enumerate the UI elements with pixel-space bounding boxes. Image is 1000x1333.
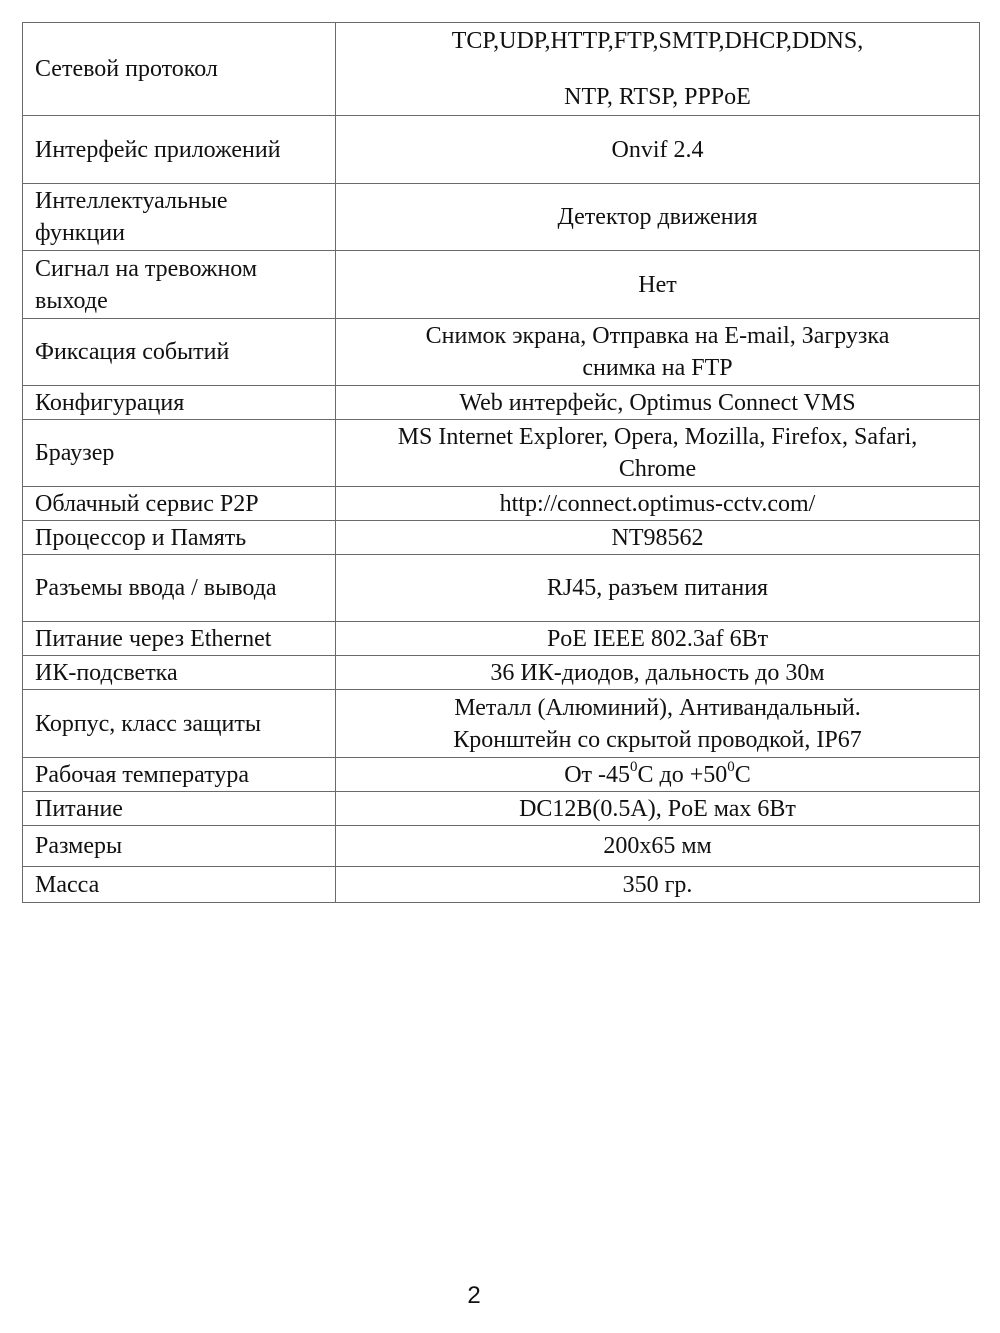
row-value: 200x65 мм [336,826,980,867]
table-row [23,826,980,867]
table-row [23,622,980,656]
row-label: Интерфейс приложений [23,116,336,184]
row-label: Интеллектуальные функции [23,184,336,251]
row-label: Сетевой протокол [23,23,336,116]
row-label: ИК-подсветка [23,656,336,690]
table-row [23,521,980,555]
table-row [23,792,980,826]
table-row [23,23,980,116]
row-label: Масса [23,867,336,903]
value-part: С [734,761,751,788]
row-label: Процессор и Память [23,521,336,555]
row-value: PoE IEEE 802.3af 6Вт [336,622,980,656]
table-row [23,656,980,690]
row-value: Нет [336,251,980,319]
table-row [23,555,980,622]
row-value [336,319,980,386]
superscript-degree: 0 [630,758,638,775]
row-value [336,690,980,758]
row-label: Разъемы ввода / вывода [23,555,336,622]
row-value: DC12B(0.5A), PoE мах 6Вт [336,792,980,826]
row-label: Сигнал на тревожном выходе [23,251,336,319]
row-value: http://connect.optimus-cctv.com/ [336,487,980,521]
row-label: Питание через Ethernet [23,622,336,656]
value-line: Chrome [618,456,697,482]
row-label: Корпус, класс защиты [23,690,336,758]
table-row [23,251,980,319]
table-row [23,758,980,792]
value-part: От -45 [564,761,631,788]
table-row [23,116,980,184]
value-line: MS Internet Explorer, Opera, Mozilla, Firefox, Safari, [397,424,918,450]
table-row [23,690,980,758]
row-label: Рабочая температура [23,758,336,792]
row-value: RJ45, разъем питания [336,555,980,622]
row-value: Web интерфейс, Optimus Connect VMS [336,386,980,420]
table-row [23,184,980,251]
table-row [23,487,980,521]
value-line: Снимок экрана, Отправка на E-mail, Загрузка [425,323,890,349]
row-label: Размеры [23,826,336,867]
superscript-degree: 0 [727,758,735,775]
value-line: TCP,UDP,HTTP,FTP,SMTP,DHCP,DDNS, [451,28,864,54]
row-value [336,758,980,792]
row-value [336,420,980,487]
row-value [336,23,980,116]
row-value: 350 гр. [336,867,980,903]
row-value: 36 ИК-диодов, дальность до 30м [336,656,980,690]
value-line: Кронштейн со скрытой проводкой, IP67 [453,726,862,753]
row-label: Фиксация событий [23,319,336,386]
table-row [23,386,980,420]
row-label: Питание [23,792,336,826]
row-value: NT98562 [336,521,980,555]
table-row [23,319,980,386]
row-label: Конфигурация [23,386,336,420]
value-line: Металл (Алюминий), Антивандальный. [454,694,861,721]
row-label: Браузер [23,420,336,487]
value-part: С до +50 [637,761,728,788]
row-value: Детектор движения [336,184,980,251]
row-label: Облачный сервис P2P [23,487,336,521]
table-row [23,867,980,903]
row-value: Onvif 2.4 [336,116,980,184]
page-number: 2 [467,1282,481,1309]
specifications-table [22,22,980,903]
value-line: снимка на FTP [582,355,733,381]
value-line: NTP, RTSP, PPPoE [564,84,751,110]
table-row [23,420,980,487]
